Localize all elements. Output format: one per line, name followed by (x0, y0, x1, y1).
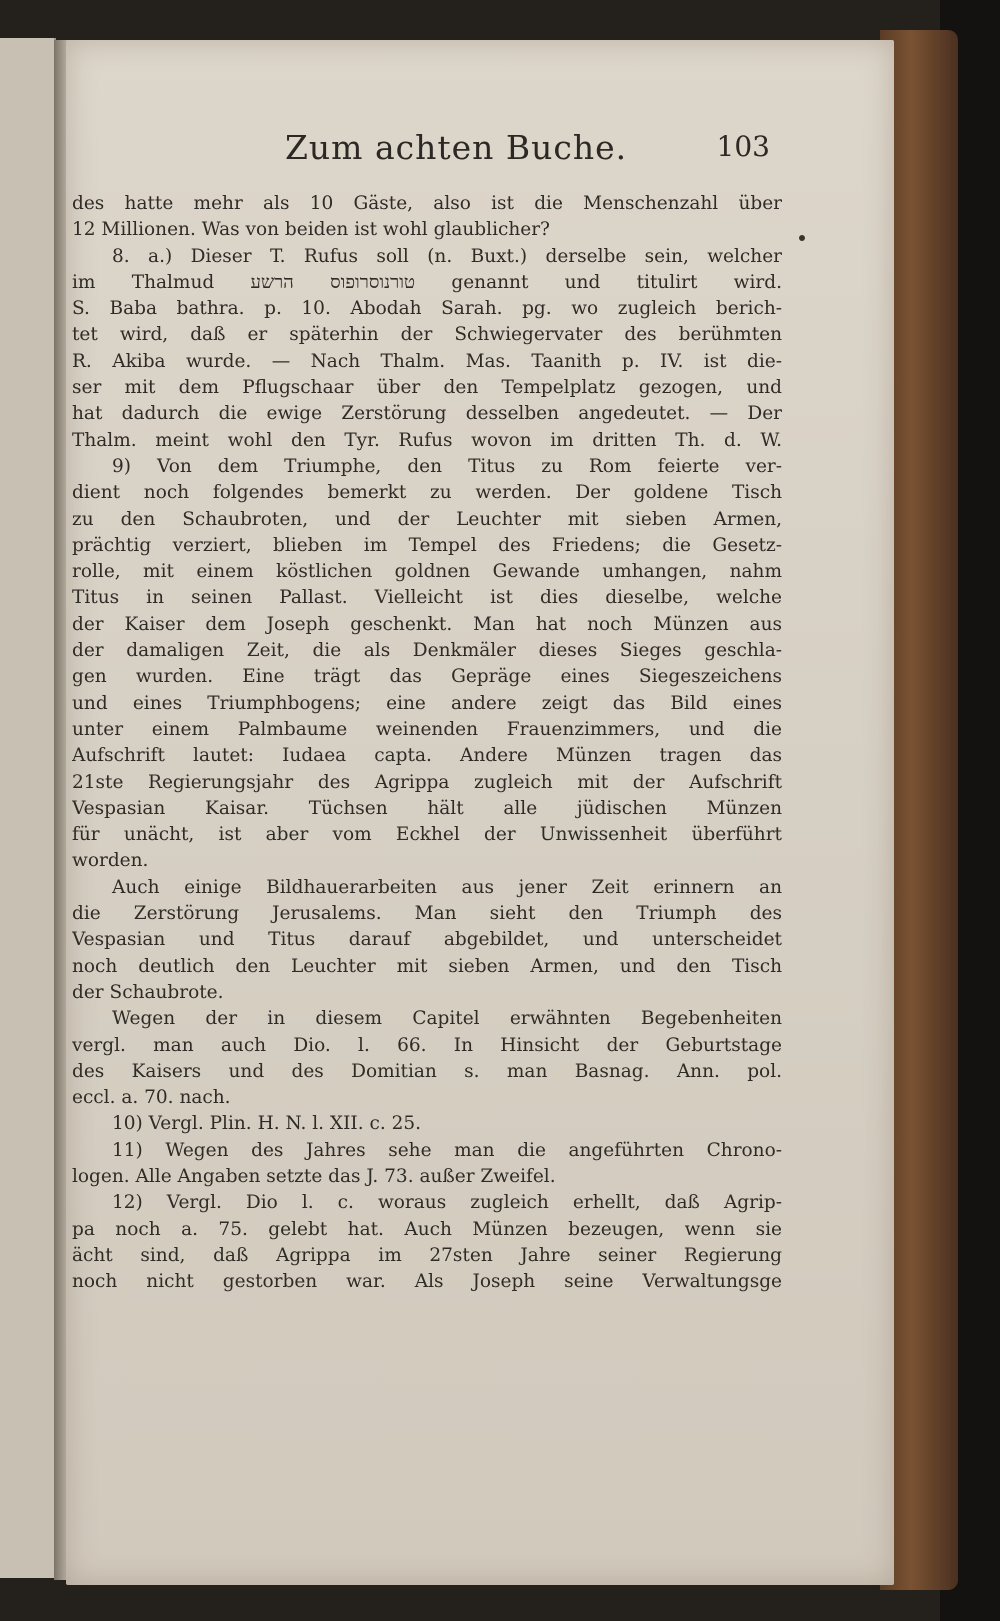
text-line: der Schaubrote. (72, 981, 224, 1003)
page-header (230, 128, 770, 172)
text-line: Thalm. meint wohl den Tyr. Rufus wovon im dritten Th. d. W. (72, 429, 782, 451)
text-line: für unächt, ist aber vom Eckhel der Unwissenheit überführt (72, 824, 782, 846)
ink-spot (799, 235, 805, 241)
page-number: 103 (716, 130, 770, 163)
text-line: dient noch folgendes bemerkt zu werden. Der goldene Tisch (72, 482, 782, 504)
text-line: gen wurden. Eine trägt das Gepräge eines Siegeszeichens (72, 666, 782, 688)
text-line: Vespasian Kaisar. Tüchsen hält alle jüdischen Münzen (72, 797, 782, 819)
text-line: logen. Alle Angaben setzte das J. 73. außer Zweifel. (72, 1165, 556, 1187)
text-line: prächtig verziert, blieben im Tempel des Friedens; die Gesetz- (72, 534, 782, 556)
text-line: 21ste Regierungsjahr des Agrippa zugleich mit der Aufschrift (72, 771, 782, 793)
text-line: ser mit dem Pflugschaar über den Tempelplatz gezogen, und (72, 377, 782, 399)
text-line: und eines Triumphbogens; eine andere zeigt das Bild eines (72, 692, 782, 714)
text-line: pa noch a. 75. gelebt hat. Auch Münzen bezeugen, wenn sie (72, 1218, 782, 1240)
page-body-text (72, 191, 782, 1295)
text-line: worden. (72, 850, 149, 872)
text-line: 8. a.) Dieser T. Rufus soll (n. Buxt.) derselbe sein, welcher (112, 245, 782, 267)
text-line: S. Baba bathra. p. 10. Abodah Sarah. pg. wo zugleich berich- (72, 298, 782, 320)
text-line: des Kaisers und des Domitian s. man Basnag. Ann. pol. (72, 1060, 782, 1082)
text-line: Aufschrift lautet: Iudaea capta. Andere Münzen tragen das (72, 745, 782, 767)
text-line: ächt sind, daß Agrippa im 27sten Jahre seiner Regierung (72, 1244, 782, 1266)
text-line: noch deutlich den Leuchter mit sieben Armen, und den Tisch (72, 955, 782, 977)
text-line: 9) Von dem Triumphe, den Titus zu Rom feierte ver- (112, 455, 782, 477)
text-line: hat dadurch die ewige Zerstörung desselben angedeutet. — Der (72, 403, 782, 425)
text-line: 12 Millionen. Was von beiden ist wohl glaublicher? (72, 219, 550, 241)
text-line: Auch einige Bildhauerarbeiten aus jener Zeit erinnern an (112, 876, 782, 898)
text-line: der Kaiser dem Joseph geschenkt. Man hat noch Münzen aus (72, 613, 782, 635)
text-line: Vespasian und Titus darauf abgebildet, und unterscheidet (72, 929, 782, 951)
text-line: Wegen der in diesem Capitel erwähnten Begebenheiten (112, 1008, 782, 1030)
text-line: rolle, mit einem köstlichen goldnen Gewande umhangen, nahm (72, 561, 782, 583)
text-line: die Zerstörung Jerusalems. Man sieht den Triumph des (72, 903, 782, 925)
text-line: eccl. a. 70. nach. (72, 1087, 231, 1109)
text-line: im Thalmud טורנוסרופוס הרשע genannt und titulirt wird. (72, 271, 782, 293)
text-line: noch nicht gestorben war. Als Joseph seine Verwaltungsge (72, 1271, 782, 1293)
text-line: tet wird, daß er späterhin der Schwiegervater des berühmten (72, 324, 782, 346)
running-title: Zum achten Buche. (285, 128, 628, 167)
text-line: 10) Vergl. Plin. H. N. l. XII. c. 25. (112, 1113, 421, 1135)
text-line: R. Akiba wurde. — Nach Thalm. Mas. Taanith p. IV. ist die- (72, 350, 782, 372)
text-line: Titus in seinen Pallast. Vielleicht ist dies dieselbe, welche (72, 587, 782, 609)
text-line: unter einem Palmbaume weinenden Frauenzimmers, und die (72, 718, 782, 740)
text-line: 12) Vergl. Dio l. c. woraus zugleich erhellt, daß Agrip- (112, 1192, 782, 1214)
facing-page-edge (0, 38, 56, 1578)
text-line: 11) Wegen des Jahres sehe man die angeführten Chrono- (112, 1139, 782, 1161)
text-line: vergl. man auch Dio. l. 66. In Hinsicht der Geburtstage (72, 1034, 782, 1056)
text-line: zu den Schaubroten, und der Leuchter mit sieben Armen, (72, 508, 782, 530)
text-line: der damaligen Zeit, die als Denkmäler dieses Sieges geschla- (72, 640, 782, 662)
text-line: des hatte mehr als 10 Gäste, also ist die Menschenzahl über (72, 193, 782, 214)
